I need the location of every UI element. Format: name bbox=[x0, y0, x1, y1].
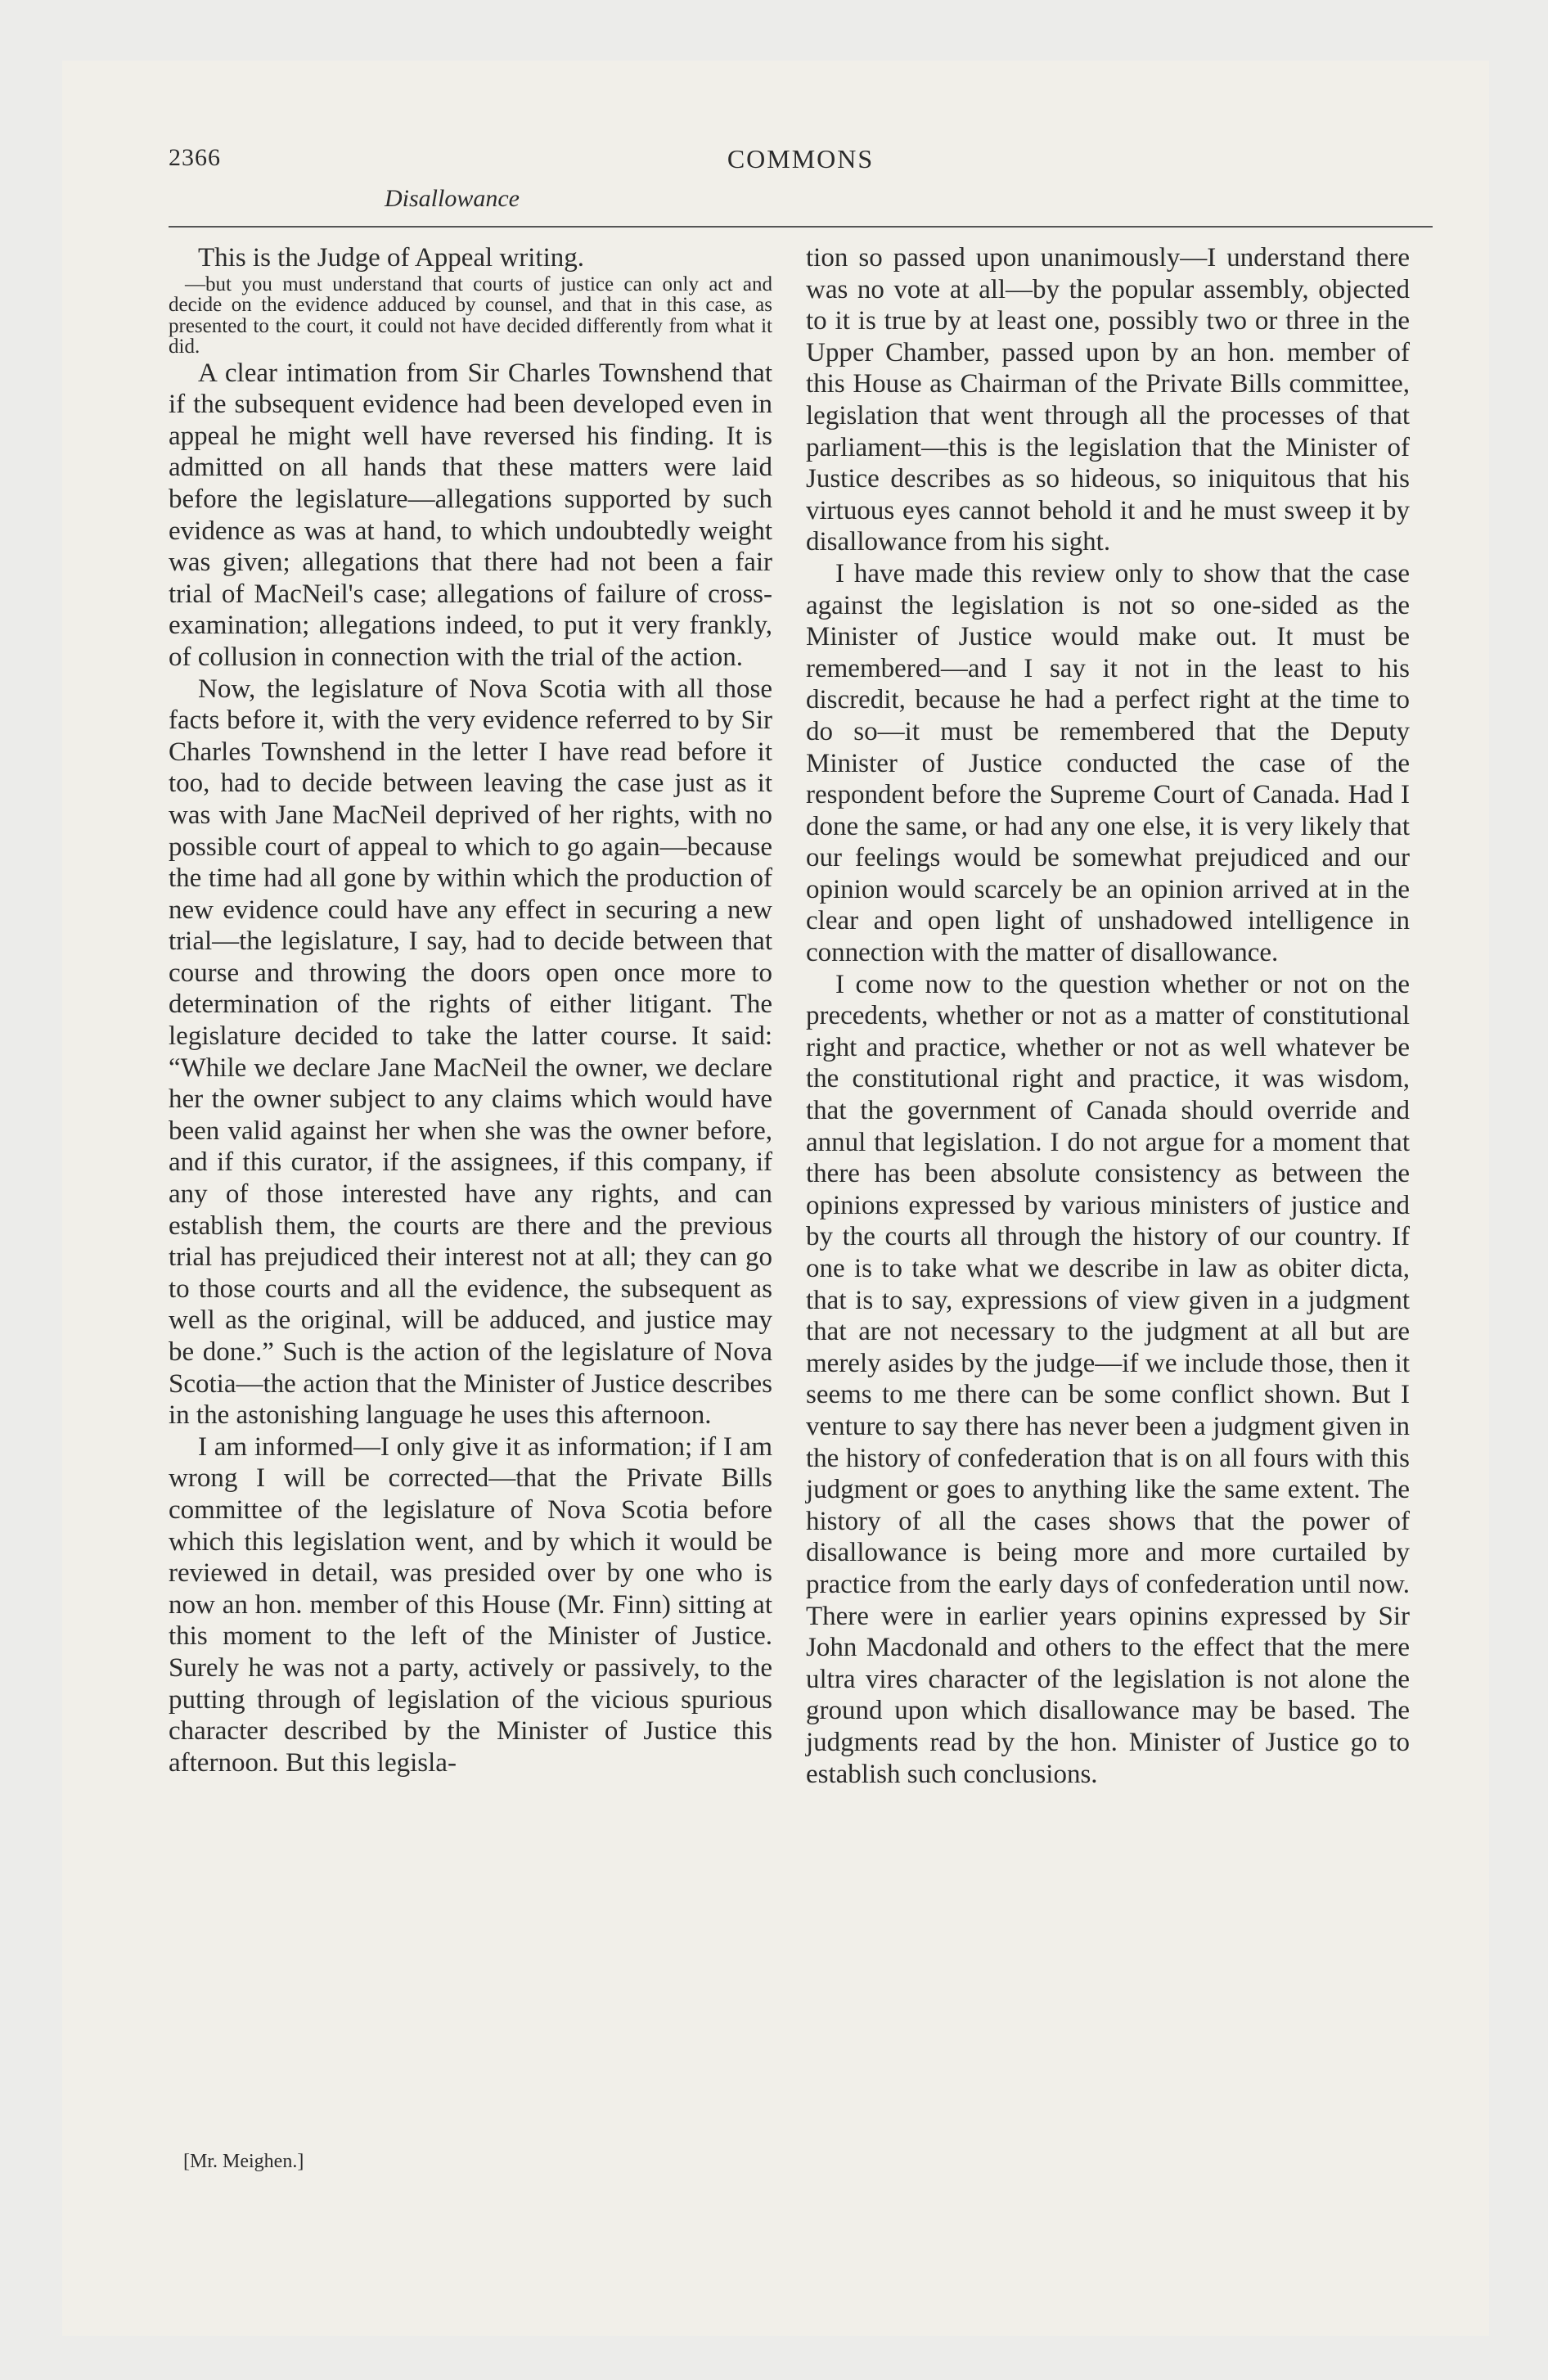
page-header bbox=[169, 144, 1433, 226]
speaker-reference: [Mr. Meighen.] bbox=[183, 2151, 304, 2172]
section-title: Disallowance bbox=[385, 185, 520, 212]
right-column bbox=[806, 242, 1410, 1790]
paragraph: A clear intimation from Sir Charles Townshend that if the subsequent evidence had been developed even in appeal he might well have reversed his finding. It is admitted on all hands that these matters were laid before the legislature—allegations supported by such evidence as was at hand, to which undoubtedly weight was given; allegations that there had not been a fair trial of MacNeil's case; allegations of failure of cross-examination; allegations indeed, to put it very frankly, of collusion in connection with the trial of the action. bbox=[169, 358, 772, 672]
paragraph: I have made this review only to show that the case against the legislation is not so one-sided as the Minister of Justice would make out. It must be remembered—and I say it not in the least to his discredit, because he had a perfect right at the time to do so—it must be remembered that the Deputy Minister of Justice conducted the case of the respondent before the Supreme Court of Canada. Had I done the same, or had any one else, it is very likely that our feelings would be somewhat prejudiced and our opinion would scarcely be an opinion arrived at in the clear and open light of unshadowed intelligence in connection with the matter of disallowance. bbox=[806, 558, 1410, 968]
paragraph-continued: tion so passed upon unanimously—I understand there was no vote at all—by the popular assembly, objected to it is true by at least one, possibly two or three in the Upper Chamber, passed upon by an hon. member of this House as Chairman of the Private Bills committee, legislation that went through all the processes of that parliament—this is the legislation that the Minister of Justice describes as so hideous, so iniquitous that his virtuous eyes cannot behold it and he must sweep it by disallowance from his sight. bbox=[806, 243, 1410, 557]
paragraph: I am informed—I only give it as information; if I am wrong I will be corrected—that the Private Bills committee of the legislature of Nova Scotia before which this legislation went, and by which it would be reviewed in detail, was presided over by one who is now an hon. member of this House (Mr. Finn) sitting at this moment to the left of the Minister of Justice. Surely he was not a party, actively or passively, to the putting through of legislation of the vicious spurious character described by the Minister of Justice this afternoon. But this legisla- bbox=[169, 1431, 772, 1778]
page-number: 2366 bbox=[169, 144, 221, 171]
running-title: COMMONS bbox=[727, 144, 875, 174]
header-rule bbox=[169, 226, 1433, 228]
paragraph: I come now to the question whether or not on the precedents, whether or not as a matter of constitutional right and practice, whether or not as well whatever be the constitutional right and practice, it was wisdom, that the government of Canada should override and annul that legislation. I do not argue for a moment that there has been absolute consistency as between the opinions expressed by various ministers of justice and by the courts all through the history of our country. If one is to take what we describe in law as obiter dicta, that is to say, expressions of view given in a judgment that are not necessary to the judgment at all but are merely asides by the judge—if we include those, then it seems to me there can be some conflict shown. But I venture to say there has never been a judgment given in the history of confederation that is on all fours with this judgment or goes to anything like the same extent. The history of all the cases shows that the power of disallowance is being more and more curtailed by practice from the early days of confederation until now. There were in earlier years opinins expressed by Sir John Macdonald and others to the effect that the mere ultra vires character of the legislation is not alone the ground upon which disallowance may be based. The judgments read by the hon. Minister of Justice go to establish such conclusions. bbox=[806, 969, 1410, 1789]
opening-line: This is the Judge of Appeal writing. bbox=[198, 243, 585, 273]
block-quote: —but you must understand that courts of justice can only act and decide on the evidence adduced by counsel, and that in this case, as presented to the court, it could not have decided differently from what it did. bbox=[169, 273, 772, 358]
left-column bbox=[169, 242, 772, 1778]
paragraph: Now, the legislature of Nova Scotia with all those facts before it, with the very evidence referred to by Sir Charles Townshend in the letter I have read before it too, had to decide between leaving the case just as it was with Jane MacNeil deprived of her rights, with no possible court of appeal to which to go again—because the time had all gone by within which the production of new evidence could have any effect in securing a new trial—the legislature, I say, had to decide between that course and throwing the doors open once more to determination of the rights of either litigant. The legislature decided to take the latter course. It said: “While we declare Jane MacNeil the owner, we declare her the owner subject to any claims which would have been valid against her when she was the owner before, and if this curator, if the assignees, if this company, if any of those interested have any rights, and can establish them, the courts are there and the previous trial has prejudiced their interest not at all; they can go to those courts and all the evidence, the subsequent as well as the original, will be adduced, and justice may be done.” Such is the action of the legislature of Nova Scotia—the action that the Minister of Justice describes in the astonishing language he uses this afternoon. bbox=[169, 674, 772, 1431]
